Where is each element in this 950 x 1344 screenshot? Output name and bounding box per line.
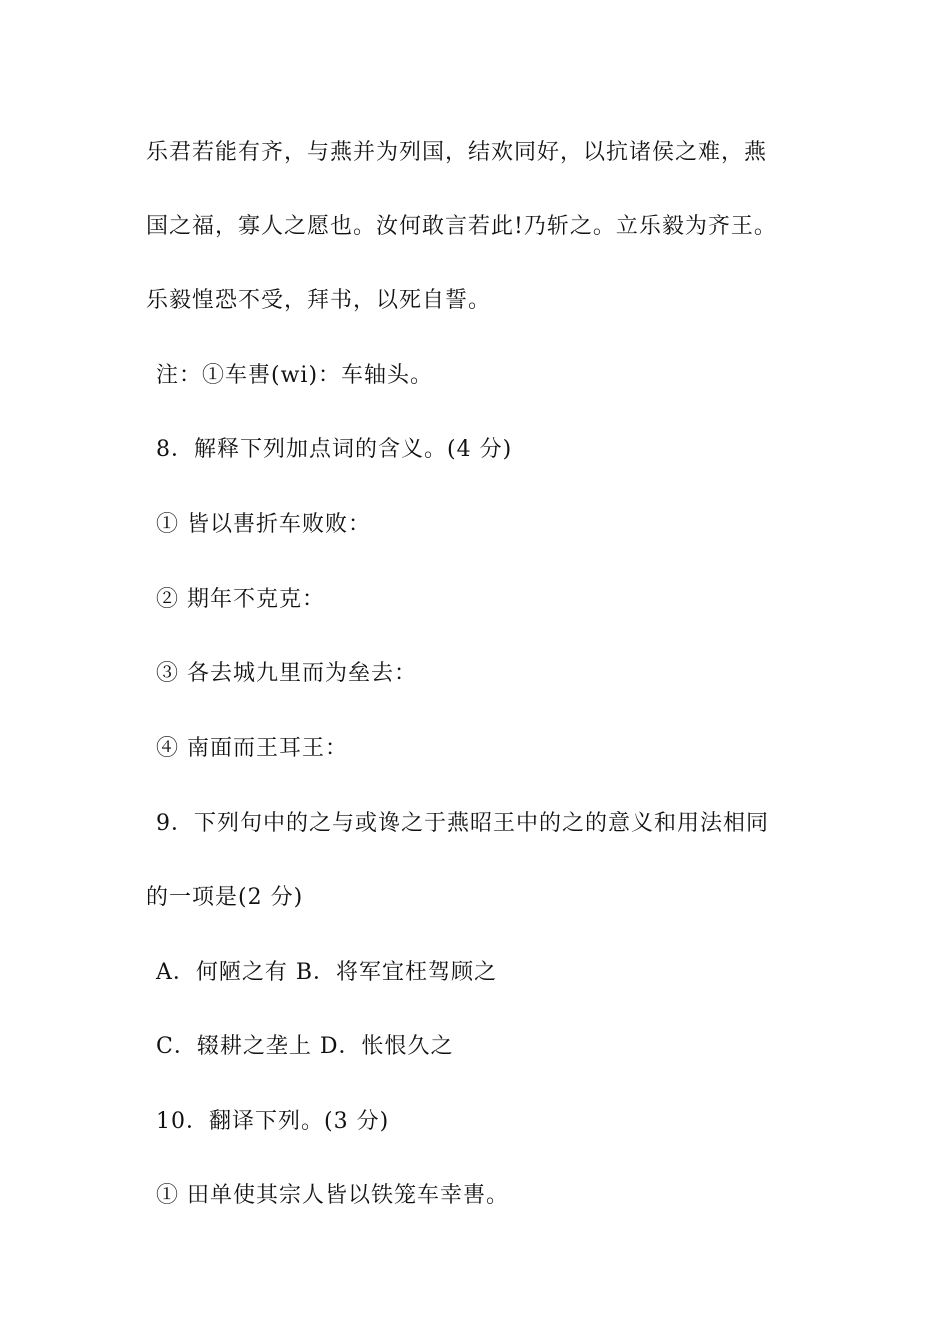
question-8-prompt: 8．解释下列加点词的含义。(4 分) [156,437,513,462]
question-9-options-cd: C．辍耕之垄上 D．怅恨久之 [156,1034,454,1059]
question-10-prompt: 10．翻译下列。(3 分) [156,1109,390,1134]
passage-line: 乐君若能有齐，与燕并为列国，结欢同好，以抗诸侯之难，燕 [146,140,768,165]
annotation-note: 注：①车軎(wi)：车轴头。 [156,363,434,388]
passage-line: 乐毅惶恐不受，拜书，以死自誓。 [146,288,492,313]
question-8-item-3: ③ 各去城九里而为垒去： [156,661,417,686]
passage-line: 国之福，寡人之愿也。汝何敢言若此!乃斩之。立乐毅为齐王。 [146,214,777,239]
question-8-item-2: ② 期年不克克： [156,587,325,612]
question-8-item-4: ④ 南面而王耳王： [156,736,348,761]
question-8-item-1: ① 皆以軎折车败败： [156,512,371,537]
question-10-item-1: ① 田单使其宗人皆以铁笼车幸軎。 [156,1183,509,1208]
question-9-prompt: 9．下列句中的之与或谗之于燕昭王中的之的意义和用法相同 [156,811,769,836]
question-9-prompt-continued: 的一项是(2 分) [146,885,304,910]
question-9-options-ab: A．何陋之有 B．将军宜枉驾顾之 [156,960,498,985]
